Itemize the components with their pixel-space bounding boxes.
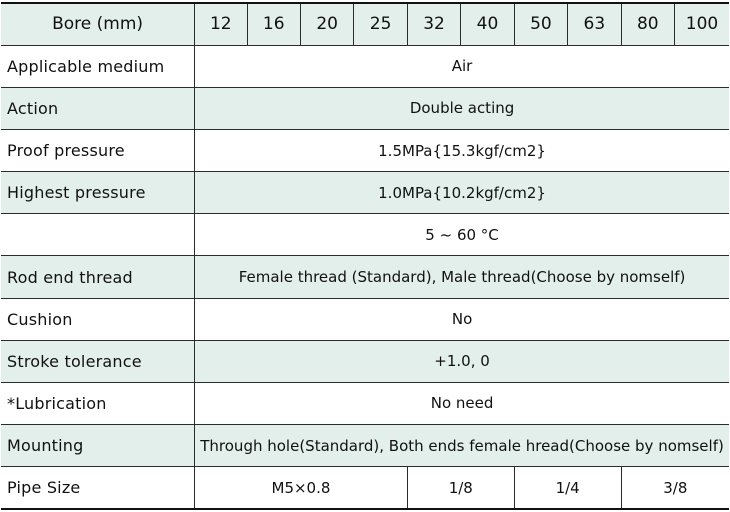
pipe-size-32-40: 1/8	[407, 467, 514, 509]
spec-row-action	[1, 87, 729, 129]
bore-25: 25	[354, 3, 407, 45]
bore-32: 32	[407, 3, 460, 45]
spec-row-cushion	[1, 298, 729, 340]
row-value: Female thread (Standard), Male thread(Choose by nomself)	[195, 256, 729, 298]
row-value: 1.0MPa{10.2kgf/cm2}	[195, 172, 729, 214]
bore-header-label: Bore (mm)	[1, 3, 195, 45]
row-label: Cushion	[1, 298, 195, 340]
spec-row-highest-pressure	[1, 172, 729, 214]
bore-12: 12	[195, 3, 247, 45]
row-label: *Lubrication	[1, 382, 195, 424]
spec-row-mounting	[1, 425, 729, 467]
spec-row-temperature	[1, 214, 729, 256]
bore-40: 40	[461, 3, 514, 45]
row-label: Mounting	[1, 425, 195, 467]
specification-table	[1, 2, 729, 510]
row-label: Highest pressure	[1, 172, 195, 214]
spec-row-pipe-size	[1, 467, 729, 509]
bore-80: 80	[621, 3, 674, 45]
row-label: Pipe Size	[1, 467, 195, 509]
row-value: +1.0, 0	[195, 340, 729, 382]
bore-16: 16	[247, 3, 300, 45]
spec-row-applicable-medium	[1, 45, 729, 87]
spec-row-stroke-tolerance	[1, 340, 729, 382]
row-label: Action	[1, 87, 195, 129]
pipe-size-80-100: 3/8	[621, 467, 729, 509]
row-value: Double acting	[195, 87, 729, 129]
bore-50: 50	[514, 3, 567, 45]
row-label: Stroke tolerance	[1, 340, 195, 382]
bore-63: 63	[568, 3, 621, 45]
bore-20: 20	[300, 3, 353, 45]
row-value: No	[195, 298, 729, 340]
pipe-size-12-25: M5×0.8	[195, 467, 408, 509]
row-label: Rod end thread	[1, 256, 195, 298]
row-label: Applicable medium	[1, 45, 195, 87]
spec-row-proof-pressure	[1, 129, 729, 171]
pipe-size-50-63: 1/4	[514, 467, 621, 509]
bore-100: 100	[675, 3, 729, 45]
row-value: Air	[195, 45, 729, 87]
spec-row-lubrication	[1, 382, 729, 424]
row-value: Through hole(Standard), Both ends female hread(Choose by nomself)	[195, 425, 729, 467]
row-label	[1, 214, 195, 256]
row-value: 5 ~ 60 °C	[195, 214, 729, 256]
spec-row-rod-end-thread	[1, 256, 729, 298]
row-value: No need	[195, 382, 729, 424]
header-row	[1, 3, 729, 45]
row-label: Proof pressure	[1, 129, 195, 171]
row-value: 1.5MPa{15.3kgf/cm2}	[195, 129, 729, 171]
